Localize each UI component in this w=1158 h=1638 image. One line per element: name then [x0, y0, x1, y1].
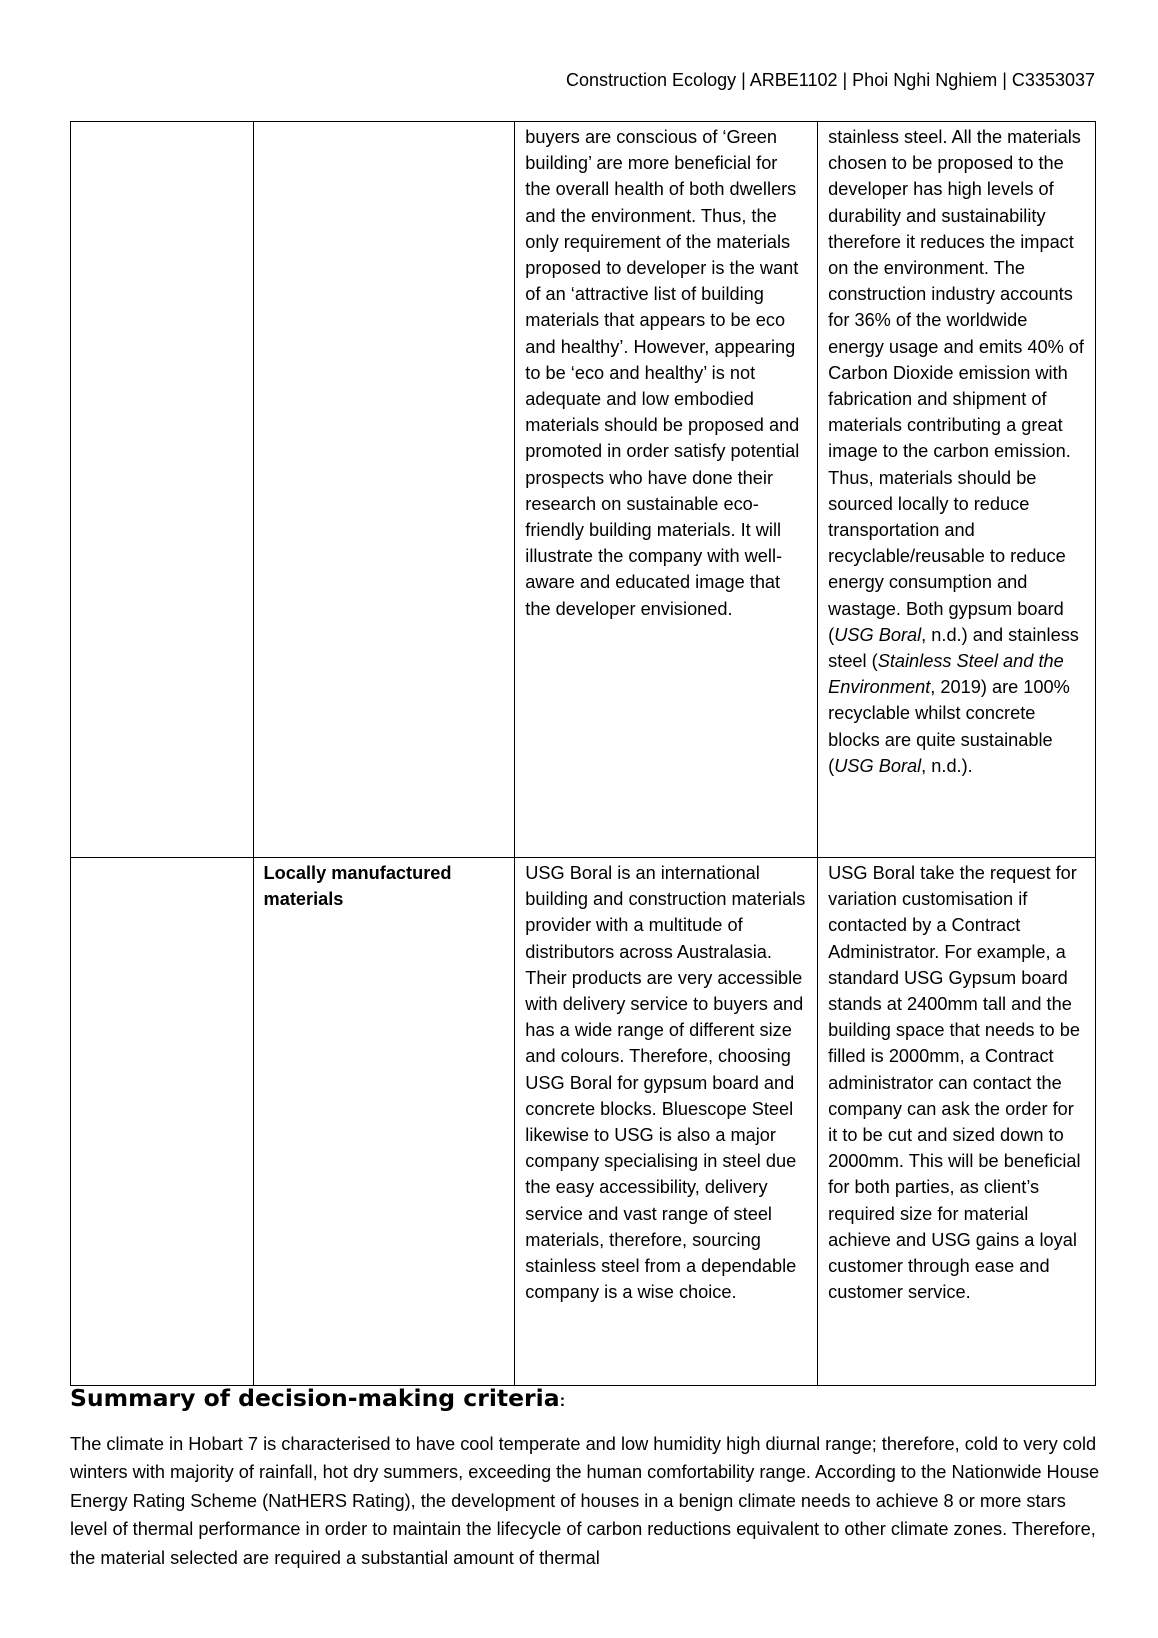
running-header: Construction Ecology | ARBE1102 | Phoi Nghi Nghiem | C3353037 [566, 70, 1095, 90]
text-run: , 2019) are 100% recyclable whilst concrete blocks are quite sustainable ( [828, 677, 1070, 776]
table-cell-empty [71, 858, 254, 1386]
citation-italic: Stainless Steel and the Environment [828, 651, 1064, 698]
table-cell-justification: USG Boral take the request for variation customisation if contacted by a Contract Administrator. For example, a standard USG Gypsum board stands at 2400mm tall and the building space that needs to be filled is 2000mm, a Contract administrator can contact the company can ask the order for it to be cut and sized down to 2000mm. This will be beneficial for both parties, as client’s required size for material achieve and USG gains a loyal customer through ease and customer service. [818, 858, 1096, 1386]
table-row [71, 858, 1096, 1386]
table-cell-justification [818, 122, 1096, 858]
table-cell-empty [71, 122, 254, 858]
table-cell-criterion [253, 122, 515, 858]
section-heading-colon: : [559, 1391, 566, 1410]
citation-italic: USG Boral [834, 624, 922, 645]
text-run: stainless steel. All the materials chosen to be proposed to the developer has high levels of durability and sustainability therefore it reduces the impact on the environment. The construction industry accounts for 36% of the worldwide energy usage and emits 40% of Carbon Dioxide emission with fabrication and shipment of materials contributing a great image to the carbon emission. Thus, materials should be sourced locally to reduce transportation and recyclable/reusable to reduce energy consumption and wastage. Both gypsum board ( [828, 127, 1084, 645]
criteria-table [70, 121, 1096, 1386]
text-run: , n.d.). [921, 755, 973, 776]
text-run: , n.d.) and stainless steel ( [828, 624, 1079, 672]
table-cell-criterion: Locally manufactured materials [253, 858, 515, 1386]
citation-italic: USG Boral [834, 755, 922, 776]
table-cell-description: buyers are conscious of ‘Green building’ are more beneficial for the overall health of both dwellers and the environment. Thus, the only requirement of the materials proposed to developer is the want of an ‘attractive list of building materials that appears to be eco and healthy’. However, appearing to be ‘eco and healthy’ is not adequate and low embodied materials should be proposed and promoted in order satisfy potential prospects who have done their research on sustainable eco-friendly building materials. It will illustrate the company with well-aware and educated image that the developer envisioned. [515, 122, 818, 858]
section-heading-text: Summary of decision-making criteria [70, 1384, 560, 1412]
table-cell-description: USG Boral is an international building and construction materials provider with a multitude of distributors across Australasia. Their products are very accessible with delivery service to buyers and has a wide range of different size and colours. Therefore, choosing USG Boral for gypsum board and concrete blocks. Bluescope Steel likewise to USG is also a major company specialising in steel due the easy accessibility, delivery service and vast range of steel materials, therefore, sourcing stainless steel from a dependable company is a wise choice. [515, 858, 818, 1386]
body-paragraph: The climate in Hobart 7 is characterised to have cool temperate and low humidity high diurnal range; therefore, cold to very cold winters with majority of rainfall, hot dry summers, exceeding the human comfortability range. According to the Nationwide House Energy Rating Scheme (NatHERS Rating), the development of houses in a benign climate needs to achieve 8 or more stars level of thermal performance in order to maintain the lifecycle of carbon reductions equivalent to other climate zones. Therefore, the material selected are required a substantial amount of thermal [70, 1434, 1100, 1568]
section-heading [70, 1383, 565, 1416]
table-row [71, 122, 1096, 858]
